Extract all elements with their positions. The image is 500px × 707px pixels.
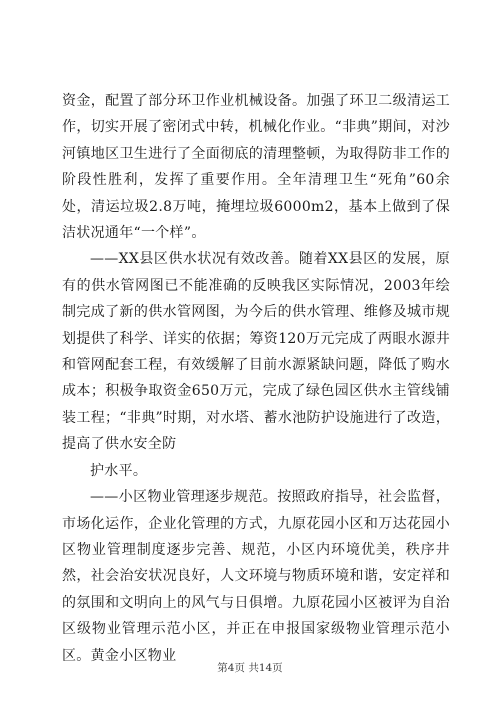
paragraph-4: ——小区物业管理逐步规范。按照政府指导，社会监督，市场化运作，企业化管理的方式，九原花园小区和万达花园小区物业管理制度逐步完善、规范，小区内环境优美，秩序井然，社会治安状况良好，人文环境与物质环境和谐，安定祥和的氛围和文明向上的风气与日俱增。九原花园小区被评为自治区级物业管理示范小区，并正在申报国家级物业管理示范小区。黄金小区物业 bbox=[62, 489, 450, 664]
paragraph-2: ——XX县区供水状况有效改善。随着XX县区的发展，原有的供水管网图已不能准确的反映我区实际情况，2003年绘制完成了新的供水管网图，为今后的供水管理、维修及城市规划提供了科学、详实的依据；筹资120万元完成了两眼水源井和管网配套工程，有效缓解了目前水源紧缺问题，降低了购水成本；积极争取资金650万元，完成了绿色园区供水主管线铺装工程；“非典”时期，对水塔、蓄水池防护设施进行了改造，提高了供水安全防 bbox=[62, 251, 450, 453]
page-number-footer: 第4页 共14页 bbox=[217, 662, 283, 674]
paragraph-3: 护水平。 bbox=[90, 462, 148, 479]
paragraph-1: 资金，配置了部分环卫作业机械设备。加强了环卫二级清运工作，切实开展了密闭式中转，机械化作业。“非典”期间，对沙河镇地区卫生进行了全面彻底的清理整顿，为取得防非工作的阶段性胜利，发挥了重要作用。全年清理卫生“死角”60余处，清运垃圾2.8万吨，掩埋垃圾6000m2，基本上做到了保洁状况通年“一个样”。 bbox=[62, 93, 450, 242]
document-body bbox=[62, 88, 450, 669]
